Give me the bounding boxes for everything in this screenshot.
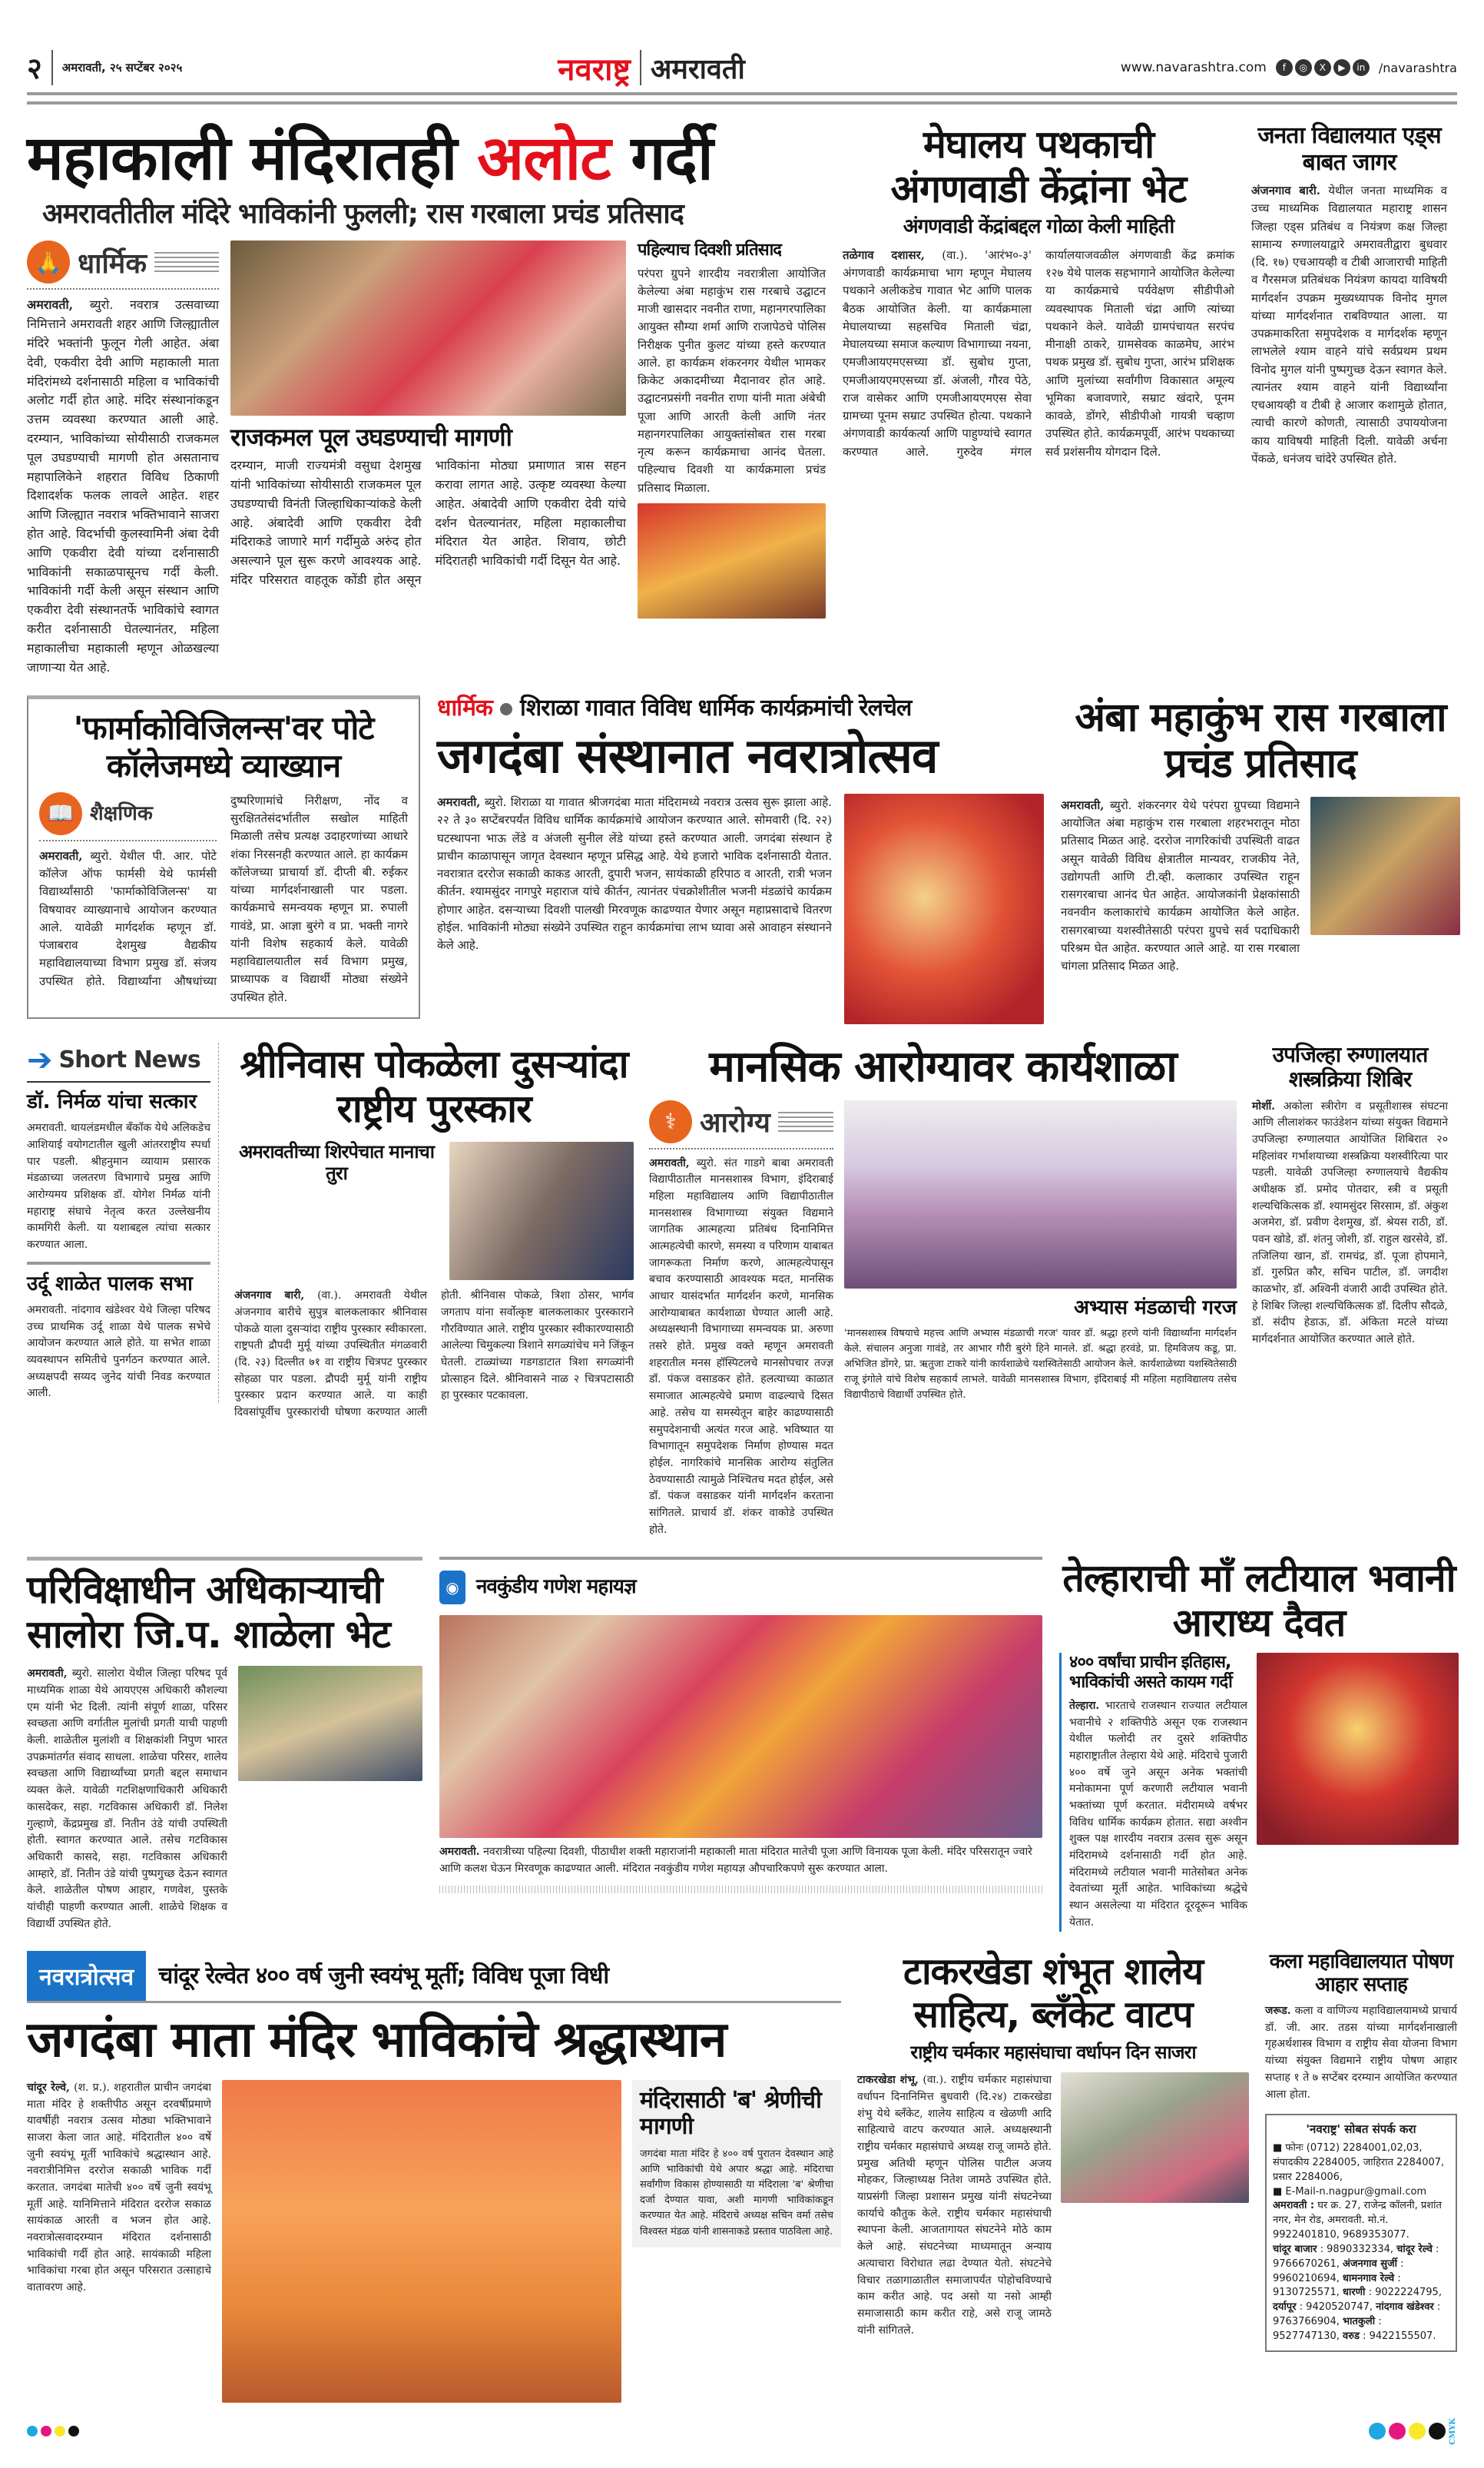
section-label: शैक्षणिक (90, 801, 153, 825)
contact-amravati (1273, 2199, 1449, 2243)
headline (27, 123, 826, 194)
caption-text: नवरात्रीच्या पहिल्या दिवशी, पीठाधीश शक्ती महाराजांनी महाकाली माता मंदिरात मातेची पूजा आणि विनायक पूजा केली. मंदिर परिसरातून ज्वारे आणि कलश घेऊन मिरवणूक काढण्यात आली. मंदिरात नवकुंडीय गणेश महायज्ञ औपचारिकपणे सुरू करण्यात आला. (439, 1846, 1032, 1876)
mansik-left (649, 1100, 833, 1539)
dateline: तेल्हारा. (1069, 1699, 1100, 1712)
article-body (27, 2080, 211, 2297)
black-dot (68, 2426, 79, 2436)
section-badge (649, 1100, 833, 1149)
page-number: २ (27, 51, 42, 85)
article-body (843, 247, 1234, 461)
phone-text: फोनः (0712) 2284001,02,03, संपादकीय 2284005, जाहिरात 2284007, प्रसार 2284006, (1273, 2141, 1445, 2183)
jagdamba-idols-photo (222, 2080, 621, 2403)
place-label: धारणी (1342, 2287, 1366, 2299)
telhara-text (1059, 1653, 1247, 1931)
short-news-column (27, 1043, 219, 1402)
aside-first-day (638, 240, 826, 619)
kicker: ४०० वर्षांचा प्राचीन इतिहास, भाविकांची असते कायम गर्दी (1069, 1653, 1232, 1692)
dateline: तळेगाव दशासर, (843, 247, 925, 262)
dateline: अमरावती, (437, 795, 481, 810)
mahakali-columns (27, 240, 826, 677)
headline-highlight: अलोट (477, 122, 611, 194)
dateline: चांदूर रेल्वे, (27, 2081, 70, 2094)
magenta-dot (1389, 2423, 1406, 2440)
contact-box (1265, 2114, 1457, 2352)
place-label: दर्यापूर (1273, 2301, 1297, 2314)
article-body (27, 296, 219, 677)
phone-number: 9890332334 (1327, 2243, 1390, 2255)
contact-number-entry: धामनगाव रेल्वे : 9130725571, (1273, 2272, 1401, 2299)
section-badge (27, 240, 219, 290)
article-body (1061, 797, 1300, 976)
headline: अंगणवाडी केंद्रांना भेट (890, 166, 1187, 211)
decorative-lines (154, 252, 219, 272)
camera-icon: ◉ (439, 1571, 465, 1604)
place-label: चांदूर रेल्वे (1396, 2243, 1433, 2255)
bullet-icon (500, 703, 512, 715)
cmyk-label: CMYK (1449, 2417, 1457, 2445)
facebook-icon[interactable]: f (1276, 59, 1293, 76)
phone-number: 9766670261 (1273, 2257, 1337, 2270)
phone-number: 9420520747 (1306, 2301, 1370, 2314)
contact-title: 'नवराष्ट्र' सोबत संपर्क करा (1306, 2122, 1416, 2137)
phone-number: 9763766904 (1273, 2316, 1337, 2328)
article-body (27, 1666, 227, 1932)
headline: 'फार्माकोविजिलन्स'वर पोटे कॉलेजमध्ये व्याख्यान (73, 709, 374, 785)
side-body: जगदंबा माता मंदिर हे ४०० वर्ष पुरातन देवस्थान आहे आणि भाविकांची येथे अपार श्रद्धा आहे. मंदिराचा सर्वांगीण विकास होण्यासाठी या मंदिराला 'ब' श्रेणीचा दर्जा देण्यात यावा, अशी मागणी भाविकांकडून करण्यात येत आहे. मंदिराचे अध्यक्ष सचिन वर्मा तसेच विश्वस्त मंडळ यांनी शासनाकडे प्रस्ताव पाठविला आहे. (640, 2148, 833, 2237)
dateline: अंजनगाव बारी, (234, 1289, 305, 1302)
dateline: टाकरखेडा शंभू, (857, 2074, 919, 2087)
item-body: अमरावती. नांदगाव खंडेश्वर येथे जिल्हा परिषद उच्च प्राथमिक उर्दू शाळा येथे पालक सभेचे आयोजन करण्यात आले होते. या सभेत शाळा व्यवस्थापन समितीचे पुनर्गठन करण्यात आले. अध्यक्षपदी सय्यद जुनेद यांची निवड करण्यात आली. (27, 1304, 210, 1400)
row-3 (27, 1043, 1457, 1538)
article-janata (1251, 123, 1447, 468)
decorative-rule (439, 1886, 1042, 1893)
place-label: वरुड (1342, 2330, 1360, 2342)
article-body (234, 1288, 634, 1421)
section-label: धार्मिक (78, 247, 147, 280)
ganesh-mahayagya-photo (439, 1615, 1042, 1838)
social-icons (1276, 59, 1370, 76)
kicker-band (27, 1951, 841, 2003)
decorative-lines (778, 1112, 833, 1132)
address-text: घर क्र. 27, राजेन्द्र कॉलनी, प्रशांत नगर, मेन रोड, अमरावती. मो.नं. 9922401810, 9689353077. (1273, 2200, 1442, 2241)
article-mansik (649, 1043, 1237, 1538)
article-mahakali (27, 123, 826, 677)
side-box (632, 2080, 841, 2247)
shirala-columns (437, 794, 1044, 1024)
cyan-dot (1369, 2423, 1386, 2440)
short-news-item (27, 1272, 210, 1402)
phone-number: 9130725571 (1273, 2287, 1337, 2299)
item-body: अमरावती. थायलंडमधील बँकॉक येथे अलिकडेच आशियाई वयोगटातील खुली आंतरराष्ट्रीय स्पर्धा पार पडली. श्रीहनुमान व्यायाम प्रसारक मंडळाच्या जलतरण विभागाचे प्रमुख आणि आरोग्यमय प्रशिक्षक डॉ. योगेश निर्मळ यांनी महाराष्ट्र संघाचे नेतृत्व करत उल्लेखनीय कामगिरी केली. या यशाबद्दल त्यांचा सत्कार करण्यात आला. (27, 1122, 210, 1252)
body-text: ब्युरो. शंकरनगर येथे परंपरा ग्रुपच्या विद्यमाने आयोजित अंबा महाकुंभ रास गरबाला शहरभरातून मोठा प्रतिसाद मिळत आहे. दररोज नागरिकांची उपस्थिती वाढत असून यावेळी विविध क्षेत्रातील मान्यवर, राजकीय नेते, उद्योगपती आणि टी.व्ही. कलाकार उपस्थित राहून रासगरबाचा आनंद घेत आहेत. आयोजकांनी प्रेक्षकांसाठी नवनवीन कलाकारांचे कार्यक्रम आयोजित केले आहेत. रासगरबाच्या यशस्वीतेसाठी परंपरा ग्रुपचे सर्व पदाधिकारी परिश्रम घेत आहेत. करण्यात आले आहे. या रास गरबाला चांगला प्रतिसाद मिळत आहे. (1061, 798, 1300, 974)
article-pharmacovigilance (27, 695, 420, 1019)
masthead-center (558, 47, 744, 89)
article-telhara (1059, 1557, 1459, 1931)
body-text: (श. प्र.). शहरातील प्राचीन जगदंबा माता मंदिर हे शक्तीपीठ असून दरवर्षीप्रमाणे यावर्षीही नवरात्र उत्सव मोठ्या भक्तिभावाने साजरा केला जात आहे. मंदिरातील ४०० वर्षे जुनी स्वयंभू मूर्ती भाविकांचे श्रद्धास्थान आहे. नवरात्रीनिमित्त दररोज सकाळी भाविक गर्दी करतात. जगदंबा मातेची ४०० वर्षे जुनी स्वयंभू मूर्ती आहे. यानिमित्ताने मंदिरात दररोज सकाळ सायंकाळ आरती व भजन होत आहे. नवरात्रोत्सवादरम्यान मंदिरात दर्शनासाठी भाविकांची गर्दी होत आहे. सायंकाळी महिला भाविकांचा गरबा होत असून परिसरात उत्साहाचे वातावरण आहे. (27, 2081, 211, 2294)
feature-title: नवकुंडीय गणेश महायज्ञ (476, 1575, 636, 1599)
headline: तेल्हाराची माँ लटीयाल भवानी आराध्य दैवत (1062, 1556, 1456, 1645)
headline: श्रीनिवास पोकळेला दुसऱ्यांदा राष्ट्रीय पुरस्कार (240, 1042, 628, 1131)
website-link[interactable]: www.navarashtra.com (1120, 60, 1267, 75)
contact-email[interactable] (1273, 2185, 1449, 2200)
place-label: भातकुली (1342, 2316, 1376, 2328)
yellow-dot (55, 2426, 65, 2436)
subheadline: शिराळा गावात विविध धार्मिक कार्यक्रमांची रेलचेल (519, 695, 912, 722)
contact-number-entry: चांदूर बाजार : 9890332334, (1273, 2243, 1397, 2255)
rajkamal-body: दरम्यान, माजी राज्यमंत्री वसुधा देशमुख यांनी भाविकांच्या सोयीसाठी राजकमल पूल उघडण्याची विनंती जिल्हाधिकाऱ्यांकडे केली आहे. अंबादेवी आणि एकवीरा देवी मंदिराकडे जाणारे मार्ग गर्दीमुळे अरुंद होत असल्याने पूल सुरू करणे आवश्यक आहे. मंदिर परिसरात वाहतूक कोंडी होत असून भाविकांना मोठ्या प्रमाणात त्रास सहन करावा लागत आहे. उत्कृष्ट व्यवस्था केल्या आहेत. अंबादेवी आणि एकवीरा देवी यांचे दर्शन घेतल्यानंतर, महिला महाकालीचा मंदिरात येत आहेत. शिवाय, छोटी मंदिरातही भाविकांची गर्दी दिसून येत आहे. (230, 458, 626, 587)
school-visit-photo (238, 1666, 422, 1781)
headline: मानसिक आरोग्यावर कार्यशाळा (709, 1042, 1177, 1093)
contact-numbers (1273, 2243, 1449, 2344)
row-5 (27, 1951, 1457, 2403)
dateline: जरूड. (1265, 2005, 1291, 2018)
body-text: ब्युरो. सालोरा येथील जिल्हा परिषद पूर्व माध्यमिक शाळा येथे आयएएस अधिकारी कौशल्या एम यांनी भेट दिली. त्यांनी संपूर्ण शाळा, परिसर स्वच्छता आणि वर्गातील मुलांची प्रगती याची पाहणी केली. शाळेतील मुलांशी व शिक्षकांशी निपुण भारत उपक्रमांतर्गत संवाद साधला. शाळेचा परिसर, शालेय स्वच्छता आणि विद्यार्थ्यांच्या प्रगती बद्दल समाधान व्यक्त केले. यावेळी गटशिक्षणाधिकारी अधिकारी कासदेकर, सहा. गटविकास अधिकारी डॉ. निलेश गुल्हाणे, केंद्रप्रमुख डॉ. नितीन उंडे यांची उपस्थिती होती. स्वागत करण्यात आले. तसेच गटविकास अधिकारी कासदे, सहा. गटविकास अधिकारी आम्हारे, डॉ. नितीन उंडे यांची पुष्पगुच्छ देऊन स्वागत केले. शाळेतील पोषण आहार, गणवेश, पुस्तके यांचीही पाहणी करण्यात आली. शाळेचे शिक्षक व विद्यार्थी उपस्थित होते. (27, 1667, 227, 1930)
contact-number-entry: नांदगाव खंडेश्वर : 9763766904, (1273, 2301, 1441, 2328)
article-takarkheda (857, 1951, 1249, 2339)
garba-event-photo (638, 503, 826, 619)
workshop-group-photo (844, 1100, 1237, 1289)
header-rule (27, 92, 1457, 104)
subheadline: अमरावतीतील मंदिरे भाविकांनी फुलली; रास गरबाला प्रचंड प्रतिसाद (42, 198, 684, 230)
youtube-icon[interactable]: ▶ (1333, 59, 1350, 76)
middle-column (230, 240, 626, 589)
mansik-right (844, 1100, 1237, 1404)
print-registration-marks (1369, 2418, 1457, 2445)
body-text: (वा.). अमरावती येथील अंजनगाव बारीचे सुपुत्र बालकलाकार श्रीनिवास पोकळे याला दुसऱ्यांदा राष्ट्रीय पुरस्कार स्वीकारला. राष्ट्रपती द्रौपदी मुर्मू यांच्या उपस्थितीत मंगळवारी (दि. २३) दिल्लीत ७१ वा राष्ट्रीय चित्रपट पुरस्कार सोहळा पार पडला. द्रौपदी मुर्मू यांनी राष्ट्रीय पुरस्कार प्रदान करण्यात आले. या काही दिवसांपूर्वीच पुरस्कारांची घोषणा करण्यात आली होती. श्रीनिवास पोकळे, त्रिशा ठोसर, भार्गव जगताप यांना सर्वोत्कृष्ट बालकलाकार पुरस्काराने गौरविण्यात आले. राष्ट्रीय पुरस्कार स्वीकारण्यासाठी आलेल्या चिमुकल्या त्रिशाने सगळ्यांचेच मने जिंकून घेतली. टाळ्यांच्या गडगडाटात त्रिशा सगळ्यांनी प्रोत्साहन दिले. श्रीनिवासने नाळ २ चित्रपटासाठी हा पुरस्कार पटकावला. (234, 1289, 634, 1418)
distribution-event-photo (1061, 2072, 1249, 2203)
caption-lead: अमरावती. (439, 1846, 480, 1859)
ganesh-photo-feature (439, 1557, 1042, 1892)
takarkheda-columns (857, 2072, 1249, 2339)
magenta-dot (41, 2426, 51, 2436)
short-news-item (27, 1090, 210, 1254)
aside-body: परंपरा ग्रुपने शारदीय नवरात्रीला आयोजित केलेल्या अंबा महाकुंभ रास गरबाचे उद्घाटन माजी खासदार नवनीत राणा, महानगरपालिका आयुक्त सौम्या शर्मा आणि राजापेठचे पोलिस निरीक्षक पुनीत कुलट यांच्या हस्ते करण्यात आले. हा कार्यक्रम शंकरनगर येथील भामकर क्रिकेट अकादमीच्या मैदानावर होत आहे. उद्घाटनप्रसंगी नवनीत राणा यांनी माता अंबेची पूजा आणि आरती केली आणि नंतर महानगरपालिका आयुक्तांसोबत रास गरबा नृत्य करून कार्यक्रमाचा आनंद घेतला. पहिल्याच दिवशी या कार्यक्रमाला प्रचंड प्रतिसाद मिळाला. (638, 266, 826, 495)
kicker-line (437, 695, 1044, 722)
headline-part: गर्दी (631, 122, 713, 194)
dateline: अंजनगाव बारी. (1251, 184, 1320, 197)
body-text: अकोला स्त्रीरोग व प्रसूतीशास्त्र संघटना आणि लीलाशंकर फाउंडेशन यांच्या संयुक्त विद्यमाने उपजिल्हा रुग्णालयात आयोजित शिबिरात २० महिलांवर गर्भाशयाच्या शस्त्रक्रिया यशस्वीरित्या पार पडली. यावेळी उपजिल्हा रुग्णालयाचे वैद्यकीय अधीक्षक डॉ. प्रमोद पोतदार, स्त्री व प्रसूती शल्यचिकित्सक डॉ. श्यामसुंदर सिरसाम, डॉ. अंकुश अजमेरा, डॉ. प्रवीण देशमुख, डॉ. श्रेयस राठी, डॉ. पवन खोडे, डॉ. शंतनु जोशी, डॉ. राहुल खरसेवे, डॉ. तजिलिया खान, डॉ. रामचंद्र, डॉ. पूजा होपमाने, डॉ. गुरुप्रित कौर, सचिन पाटील, डॉ. जगदीश काळभोर, डॉ. अश्विनी वंजारी आदी उपस्थित होते. हे शिबिर जिल्हा शल्यचिकित्सक डॉ. दिलीप सौदळे, डॉ. संदीप हेडाऊ, डॉ. अंकिता मटले यांच्या मार्गदर्शनात आयोजित करण्यात आले होते. (1252, 1100, 1448, 1346)
masthead (27, 46, 1457, 89)
headline: जनता विद्यालयात एड्स बाबत जागर (1257, 122, 1441, 176)
body-text: ब्युरो. नवरात्र उत्सवाच्या निमित्ताने अमरावती शहर आणि जिल्ह्यातील मंदिरे भक्तांनी फुलून गेली आहेत. अंबा देवी, एकवीरा देवी आणि महाकाली माता मंदिरांमध्ये दर्शनासाठी महिला व भाविकांची अलोट गर्दी होत आहे. मंदिर संस्थानांकडून उत्तम व्यवस्था करण्यात आली आहे. दरम्यान, भाविकांच्या सोयीसाठी राजकमल पूल उघडण्याची मागणी होत असतानाच महापालिकेने शहरात विविध ठिकाणी दिशादर्शक फलक लावले आहेत. शहर आणि जिल्ह्यात नवरात्र भक्तिभावाने साजरा होत आहे. विदर्भाची कुलस्वामिनी अंबा देवी आणि एकवीरा देवी यांच्या दर्शनासाठी भाविकांनी सकाळपासूनच गर्दी केली. भाविकांनी गर्दी केली असून संस्थान आणि एकवीरा देवी संस्थानतर्फे भाविकांचे स्वागत करीत दर्शनासाठी घेतल्यानंतर, महिला महाकालीचा महाकाली म्हणून ओळखल्या जाणाऱ्या येत आहे. (27, 297, 219, 675)
left-column (27, 240, 219, 677)
body-text: ब्युरो. संत गाडगे बाबा अमरावती विद्यापीठातील मानसशास्त्र विभाग, इंदिराबाई महिला महाविद्यालय आणि विद्यापीठातील मानसशास्त्र विभागाच्या संयुक्त विद्यमाने जागतिक आत्महत्या प्रतिबंध दिनानिमित्त आत्महत्येची कारणे, समस्या व परिणाम याबाबत जागरूकता निर्माण करणे, आत्महत्येपासून बचाव करण्यासाठी आवश्यक मदत, मानसिक आधार यासंदर्भात मार्गदर्शन करणे, मानसिक आरोग्याबाबत कार्यशाळा घेण्यात आली आहे. अध्यक्षस्थानी विभागाच्या समन्वयक प्रा. अरुणा तसरे होते. प्रमुख वक्ते म्हणून अमरावती शहरातील मनस हॉस्पिटलचे मानसोपचार तज्ज्ञ डॉ. पंकज वसाडकर होते. हलत्याच्या काळात समाजात आत्महत्येचे प्रमाण वाढल्याचे दिसत आहे. तसेच या समस्येतून बाहेर काढण्यासाठी समुपदेशनाची अत्यंत गरज आहे. भविष्यात या विभागातून समुपदेशक निर्माण होण्यास मदत होईल. नागरिकांचे मानसिक आरोग्य संतुलित ठेवण्यासाठी त्यामुळे निश्चितच मदत होईल, असे डॉ. पंकज वसाडकर यांनी मार्गदर्शन करताना सांगितले. प्राचार्य डॉ. शंकर वाकोडे उपस्थित होते. (649, 1156, 834, 1536)
sub-title: अभ्यास मंडळाची गरज (1074, 1295, 1237, 1319)
garba-dancers-photo (1310, 797, 1460, 935)
masthead-right (1121, 59, 1457, 76)
place-label: धामनगाव रेल्वे (1342, 2272, 1395, 2284)
article-shrinivas (234, 1043, 634, 1421)
phone-number: 9422155507 (1369, 2330, 1433, 2342)
article-body (1252, 1099, 1448, 1348)
contact-number-entry: चांदूर रेल्वे : 9766670261, (1273, 2243, 1439, 2270)
sub-body: 'मानसशास्त्र विषयाचे महत्त्व आणि अभ्यास मंडळाची गरज' यावर डॉ. श्रद्धा हरणे यांनी विद्यार्थ्यांना मार्गदर्शन केले. संचालन अनुजा गावंडे, तर आभार गौरी बुरंगे हिने मानले. डॉ. श्रद्धा हरवंडे, प्रा. हिमविजय कडू, प्रा. अभिजित डोंगरे, प्रा. ऋतुजा टाकरे यांनी कार्यशाळेचे यशस्वितेसाठी आयोजन केले. कार्यशाळेच्या यशस्वितेसाठी राजू इंगोले यांचे विशेष सहकार्य लाभले. यावेळी मानसशास्त्र विभाग, इंदिराबाई मी महिला महाविद्यालय तसेच विद्यापीठाचे विद्यार्थी उपस्थित होते. (844, 1327, 1237, 1402)
item-title: डॉ. निर्मळ यांचा सत्कार (27, 1090, 197, 1114)
body-text: (वा.). राष्ट्रीय चर्मकार महासंघाचा वर्धापन दिनानिमित्त बुधवारी (दि.२४) टाकरखेडा शंभु येथे ब्लँकेट, शालेय साहित्य व खेळणी आदि साहित्याचे वाटप करण्यात आले. अध्यक्षस्थानी राष्ट्रीय चर्मकार महासंघाचे अध्यक्ष राजू जामठे होते. प्रमुख अतिथी म्हणून पोलिस पाटील अजय मोहकर, जिल्हाध्यक्ष नितेश जामठे उपस्थित होते. याप्रसंगी जिल्हा प्रशासन प्रमुख यांनी संघटनेच्या कार्याचे कौतुक केले. राष्ट्रीय चर्मकार महासंघाची स्थापना केली. आजतागायत संघटनेने मोठे काम केले आहे. संघटनेच्या माध्यमातून अन्याय अत्याचारा विरोधात लढा देण्यात येतो. संघटनेचे विचार तळागाळातील समाजापर्यंत पोहोचविण्याचे काम करीत आहे. पद असो या नसो आम्ही समाजासाठी काम करीत राहे, असे राजू जामठे यांनी सांगितले. (857, 2074, 1052, 2337)
yellow-dot (1409, 2423, 1426, 2440)
article-body (39, 792, 408, 1007)
article-body (1265, 2003, 1457, 2103)
print-marks-row (27, 2418, 1457, 2445)
divider (51, 50, 53, 85)
article-shirala (437, 695, 1044, 1024)
cyan-dot (27, 2426, 38, 2436)
row-4 (27, 1557, 1457, 1932)
black-dot (1429, 2423, 1446, 2440)
dateline: अमरावती, (27, 297, 74, 313)
rajkamal-title: राजकमल पूल उघडण्याची मागणी (230, 423, 512, 453)
aside-title: पहिल्याच दिवशी प्रतिसाद (638, 240, 781, 260)
award-ceremony-photo (449, 1142, 634, 1280)
temple-crowd-photo (230, 240, 626, 416)
kicker: चांदूर रेल्वेत ४०० वर्ष जुनी स्वयंभू मूर्ती; विविध पूजा विधी (158, 1962, 609, 1989)
article-body (649, 1156, 833, 1539)
headline: टाकरखेडा शंभूत शालेय साहित्य, ब्लँकेट वाटप (903, 1950, 1204, 2036)
side-title: मंदिरासाठी 'ब' श्रेणीची मागणी (640, 2086, 821, 2141)
email-text: E-Mail-n.nagpur@gmail.com (1285, 2185, 1427, 2198)
doctor-icon: ⚕ (649, 1100, 692, 1143)
jagdamba-columns (27, 2080, 841, 2403)
headline: मेघालय पथकाची (923, 122, 1154, 167)
body-text: भारताचे राजस्थान राज्यात लटीयाल भवानीचे २ शक्तिपीठे असून एक राजस्थान येथील फलोदी तर दुसरे शक्तिपीठ महाराष्ट्रातील तेल्हारा येथे आहे. मंदिराचे पुजारी ४०० वर्षे जुने असून अनेक भक्तांची मनोकामना पूर्ण करणारी लटीयाल भवानी भक्तांच्या पूर्ण करतात. मंदीरामध्ये वर्षभर विविध धार्मिक कार्यक्रम होतात. सद्या अश्वीन शुक्ल पक्ष शारदीय नवरात्र उत्सव सुरू असून मंदिरामध्ये दर्शनासाठी गर्दी होत आहे. मंदिरामध्ये लटीयाल भवानी मातेसोबत अनेक देवतांच्या मूर्ती आहेत. भाविकांच्या श्रद्धेचे स्थान असलेल्या या मंदिरात दूरदूरून भाविक येतात. (1069, 1699, 1247, 1929)
article-jagdamba-mata (27, 1951, 841, 2403)
dateline: मोर्शी. (1252, 1100, 1276, 1113)
linkedin-icon[interactable]: in (1353, 59, 1370, 76)
telhara-columns (1059, 1653, 1459, 1931)
social-handle[interactable]: /navarashtra (1378, 60, 1457, 75)
short-news-header (27, 1043, 210, 1083)
book-icon: 📖 (39, 792, 82, 835)
body-text: (वा.). 'आरंभ०-३' अंगणवाडी कार्यक्रमाचा भाग म्हणून मेघालय पथकाने अलीकडेच गावात भेट आणि पालक बैठक आयोजित केली. या कार्यक्रमाला मेघालयाच्या सहसचिव मिताली चंद्रा, मेघालयच्या समाज कल्याण विभागाच्या नयना, एमजीआयएमएसच्या डॉ. सुबोध गुप्ता, एमजीआयएमएसच्या डॉ. अंजली, गौरव पेठे, राज वासेकर आणि एमजीआयएमएस सेवा ग्रामच्या पूनम सम्राट उपस्थित होत्या. पथकाने अंगणवाडी कार्यकर्त्या आणि पाहुण्यांचे स्वागत करण्यात आले. गुरुदेव मंगल कार्यालयाजवळील अंगणवाडी केंद्र क्रमांक १२७ येथे पालक सहभागाने आयोजित केलेल्या या कार्यक्रमाचे पर्यवेक्षण सीडीपीओ व्यवस्थापक मिताली चंद्रा आणि त्यांच्या पथकाने केले. यावेळी ग्रामपंचायत सरपंच मीनाक्षी ठाकरे, ग्रामसेवक काळमेघ, आरंभ पथक प्रमुख डॉ. सुबोध गुप्ता, आरंभ प्रशिक्षक आणि मुलांच्या सर्वांगीण विकासात अमूल्य भूमिका बजावणारे, सम्राट खंदारे, पूनम कावळे, डोंगरे, सीडीपीओ गायत्री चव्हाण उपस्थित होते. कार्यक्रमपूर्वी, आरंभ पथकाच्या सर्व प्रशंसनीय योगदान दिले. (843, 247, 1234, 459)
dateline: अमरावती, (27, 1667, 68, 1680)
square-bullet-icon: ■ (1273, 2185, 1286, 2198)
article-upjilha (1252, 1043, 1448, 1348)
logo-divider (640, 50, 641, 85)
place-label: अमरावती : (1273, 2200, 1315, 2212)
section-band: नवरात्रोत्सव (27, 1951, 146, 2001)
x-icon[interactable]: X (1314, 59, 1331, 76)
body-text: येथील जनता माध्यमिक व उच्च माध्यमिक विद्यालयात महाराष्ट्र शासन जिल्हा एड्स प्रतिबंध व नियंत्रण कक्ष जिल्हा सामान्य रुग्णालयाद्वारे अमरावतीद्वारा बुधवार (दि. १७) एचआयव्ही व टीबी आजाराची माहिती व गैरसमज प्रतिबंधक नियंत्रण कायदा याविषयी मार्गदर्शन उपक्रम मुख्यध्यापक विनोद मुगल यांच्या मार्गदर्शनात राबविण्यात आला. या उपक्रमाकरिता समुपदेशक व मार्गदर्शक म्हणून लाभलेले श्याम वाहने यांचे सर्वप्रथम प्रथम विनोद मुगल यांनी पुष्पगुच्छ देऊन स्वागत केले. त्यानंतर श्याम वाहने यांनी विद्यार्थ्यांना एचआयव्ही व टीबी हे आजार कशामुळे होतात, त्याची कारणे कोणती, त्यासाठी उपाययोजना काय याविषयी माहिती दिली. यावेळी अर्चना पेंकळे, धनंजय चांदेरे उपस्थित होते. (1251, 184, 1447, 466)
parivikshadhin-columns (27, 1666, 422, 1932)
arrow-icon: ➔ (27, 1043, 53, 1079)
section-badge (39, 792, 217, 841)
article-body (1069, 1698, 1247, 1932)
dateline: अमरावती, (1061, 798, 1105, 812)
article-body (437, 794, 832, 954)
contact-number-entry: अंजनगाव सुर्जी : 9960210694, (1273, 2257, 1404, 2284)
dateline: अमरावती, (39, 848, 83, 863)
body-text: कला व वाणिज्य महाविद्यालयामध्ये प्राचार्य डॉ. जी. आर. तडस यांच्या मार्गदर्शनाखाली गृहअर्थशास्त्र विभाग व राष्ट्रीय सेवा योजना विभाग यांच्या संयुक्त विद्यमाने राष्ट्रीय पोषण आहार सप्ताह १ ते ७ सप्टेंबर दरम्यान आयोजित करण्यात आला होता. (1265, 2005, 1457, 2101)
contact-number-entry: दर्यापूर : 9420520747, (1273, 2301, 1376, 2314)
article-body (857, 2072, 1052, 2339)
square-bullet-icon: ■ (1273, 2141, 1286, 2154)
subheadline: अंगणवाडी केंद्रांबद्दल गोळा केली माहिती (903, 215, 1174, 238)
article-body (1251, 182, 1447, 468)
item-title: उर्दू शाळेत पालक सभा (27, 1272, 193, 1295)
contact-phone (1273, 2141, 1449, 2185)
phone-number: 9527747130 (1273, 2330, 1337, 2342)
latiyal-bhavani-idol-photo (1257, 1653, 1459, 1845)
section-label: आरोग्य (700, 1107, 770, 1139)
mansik-columns (649, 1100, 1237, 1539)
print-registration-marks-left (27, 2426, 79, 2436)
headline: परिविक्षाधीन अधिकाऱ्याची सालोरा जि.प. शाळेला भेट (27, 1567, 390, 1657)
headline: कला महाविद्यालयात पोषण आहार सप्ताह (1269, 1950, 1453, 1997)
kicker: अमरावतीच्या शिरपेचात मानाचा तुरा (239, 1141, 434, 1184)
place-label: चांदूर बाजार (1273, 2243, 1317, 2255)
jagdamba-idol-photo (844, 794, 1044, 1024)
row-1 (27, 123, 1457, 677)
body-text: ब्युरो. शिराळा या गावात श्रीजगदंबा माता मंदिरामध्ये नवरात्र उत्सव सुरू झाला आहे. २२ ते ३० सप्टेंबरपर्यंत विविध धार्मिक कार्यक्रमांचे आयोजन करण्यात आले. सोमवारी (दि. २२) घटस्थापना भाऊ लेंडे व अंजली सुनील लेंडे यांच्या हस्ते करण्यात आली. जगदंबा संस्थान हे प्राचीन काळापासून जागृत देवस्थान म्हणून प्रसिद्ध आहे. येथे हजारो भाविक दर्शनासाठी येतात. नवरात्रात दररोज सकाळी काकड आरती, दुपारी भजन, सायंकाळी हरिपाठ व आरती, रात्री भजन कीर्तन. श्यामसुंदर नागपुरे महाराज यांचे कीर्तन, त्यानंतर पंचक्रोशीतील भजनी मंडळांचे कार्यक्रम होणार आहेत. दसऱ्याच्या दिवशी पालखी मिरवणूक काढण्यात येणार असून महाप्रसादाचे वितरण होईल. भाविकांनी मोठ्या संख्येने उपस्थित राहून कार्यक्रमांचा लाभ घ्यावा असे आवाहन संस्थानने केले आहे. (437, 795, 832, 953)
contact-number-entry: भातकुली : 9527747130, (1273, 2316, 1382, 2342)
body-text: ब्युरो. येथील पी. आर. पोटे कॉलेज ऑफ फार्मसी येथे फार्मसी विद्यार्थ्यांसाठी 'फार्माकोविजिलन्स' या विषयावर व्याख्यानाचे आयोजन करण्यात आले. यावेळी मार्गदर्शक म्हणून डॉ. पंजाबराव देशमुख वैद्यकीय महाविद्यालयाच्या विभाग प्रमुख डॉ. संजय उपस्थित होते. विद्यार्थ्यांना औषधांच्या दुष्परिणामांचे निरीक्षण, नोंद व सुरक्षिततेसंदर्भातील सखोल माहिती मिळाली तसेच प्रत्यक्ष उदाहरणांच्या आधारे शंका निरसनही करण्यात आले. हा कार्यक्रम कॉलेजच्या प्राचार्या डॉ. दीप्ती बी. रुईकर यांच्या मार्गदर्शनाखाली पार पडला. कार्यक्रमाचे समन्वयक म्हणून प्रा. रुपाली गावंडे, प्रा. आज्ञा बुरंगे व प्रा. भक्ती नागरे यांनी विशेष सहकार्य केले. यावेळी महाविद्यालयातील सर्व विभाग प्रमुख, प्राध्यापक व विद्यार्थी मोठ्या संख्येने उपस्थित होते. (39, 793, 408, 1004)
brand-logo: नवराष्ट्र (558, 51, 631, 88)
headline-part: महाकाली मंदिरातही (27, 122, 457, 194)
phone-number: 9960210694 (1273, 2272, 1337, 2284)
contact-number-entry: वरुड : 9422155507. (1342, 2330, 1436, 2342)
edition-name: अमरावती (650, 53, 745, 85)
short-news-title: Short News (58, 1046, 200, 1073)
contact-number-entry: धारणी : 9022224795, (1342, 2287, 1442, 2299)
article-parivikshadhin (27, 1557, 422, 1932)
section-kicker: धार्मिक (437, 695, 492, 722)
right-column-stack (1265, 1951, 1457, 2351)
masthead-left (27, 48, 182, 88)
dateline: अमरावती, (649, 1156, 690, 1169)
phone-number: 9022224795 (1375, 2287, 1439, 2299)
amba-columns (1061, 797, 1460, 976)
praying-hands-icon: 🙏 (27, 240, 70, 284)
place-label: अंजनगाव सुर्जी (1342, 2257, 1398, 2270)
divider (27, 1262, 210, 1265)
headline: उपजिल्हा रुग्णालयात शस्त्रक्रिया शिबिर (1272, 1042, 1428, 1093)
feature-title-row (439, 1571, 1042, 1604)
instagram-icon[interactable]: ◎ (1295, 59, 1312, 76)
headline: अंबा महाकुंभ रास गरबाला प्रचंड प्रतिसाद (1075, 695, 1446, 788)
article-meghalay (843, 123, 1234, 461)
issue-date: अमरावती, २५ सप्टेंबर २०२५ (61, 61, 183, 75)
headline: जगदंबा संस्थानात नवरात्रोत्सव (437, 727, 938, 784)
photo-caption (439, 1844, 1042, 1877)
place-label: नांदगाव खंडेश्वर (1376, 2301, 1434, 2314)
subheadline: राष्ट्रीय चर्मकार महासंघाचा वर्धापन दिन साजरा (910, 2041, 1196, 2063)
headline: जगदंबा माता मंदिर भाविकांचे श्रद्धास्थान (27, 2012, 727, 2069)
article-kala (1265, 1951, 1457, 2103)
row-2 (27, 695, 1457, 1024)
shrinivas-top (234, 1142, 634, 1280)
article-amba (1061, 695, 1460, 975)
